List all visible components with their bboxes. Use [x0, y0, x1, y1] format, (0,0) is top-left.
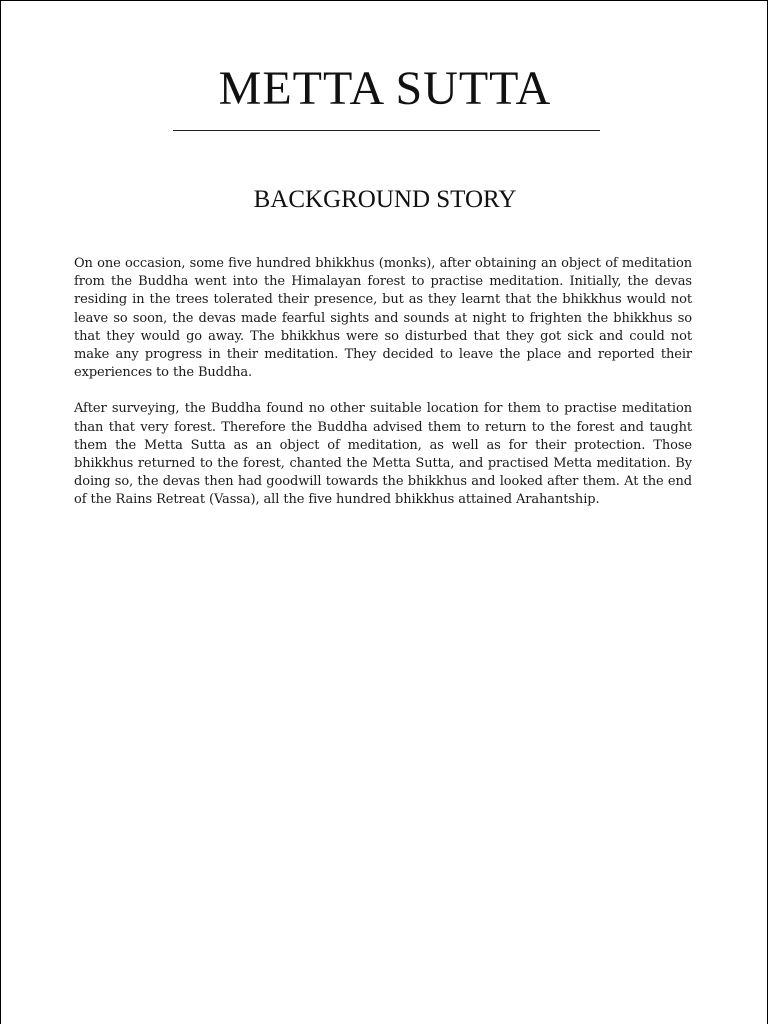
paragraph-1: On one occasion, some five hundred bhikkhus (monks), after obtaining an object of meditation from the Buddha went into the Himalayan forest to practise meditation. Initially, the devas residing in the trees tolerated their presence, but as they learnt that the bhikkhus would not leave so soon, the devas made fearful sights and sounds at night to frighten the bhikkhus so that they would go away. The bhikkhus were so disturbed that they got sick and could not make any progress in their meditation. They decided to leave the place and reported their experiences to the Buddha. — [74, 256, 692, 381]
title-divider — [173, 130, 600, 131]
section-heading: BACKGROUND STORY — [253, 186, 517, 213]
paragraph-2: After surveying, the Buddha found no other suitable location for them to practise meditation than that very forest. Therefore the Buddha advised them to return to the forest and taught them the Metta Sutta as an object of meditation, as well as for their protection. Those bhikkhus returned to the forest, chanted the Metta Sutta, and practised Metta meditation. By doing so, the devas then had goodwill towards the bhikkhus and looked after them. At the end of the Rains Retreat (Vassa), all the five hundred bhikkhus attained Arahantship. — [74, 401, 692, 508]
body-text — [74, 255, 692, 528]
document-title: METTA SUTTA — [218, 62, 552, 115]
